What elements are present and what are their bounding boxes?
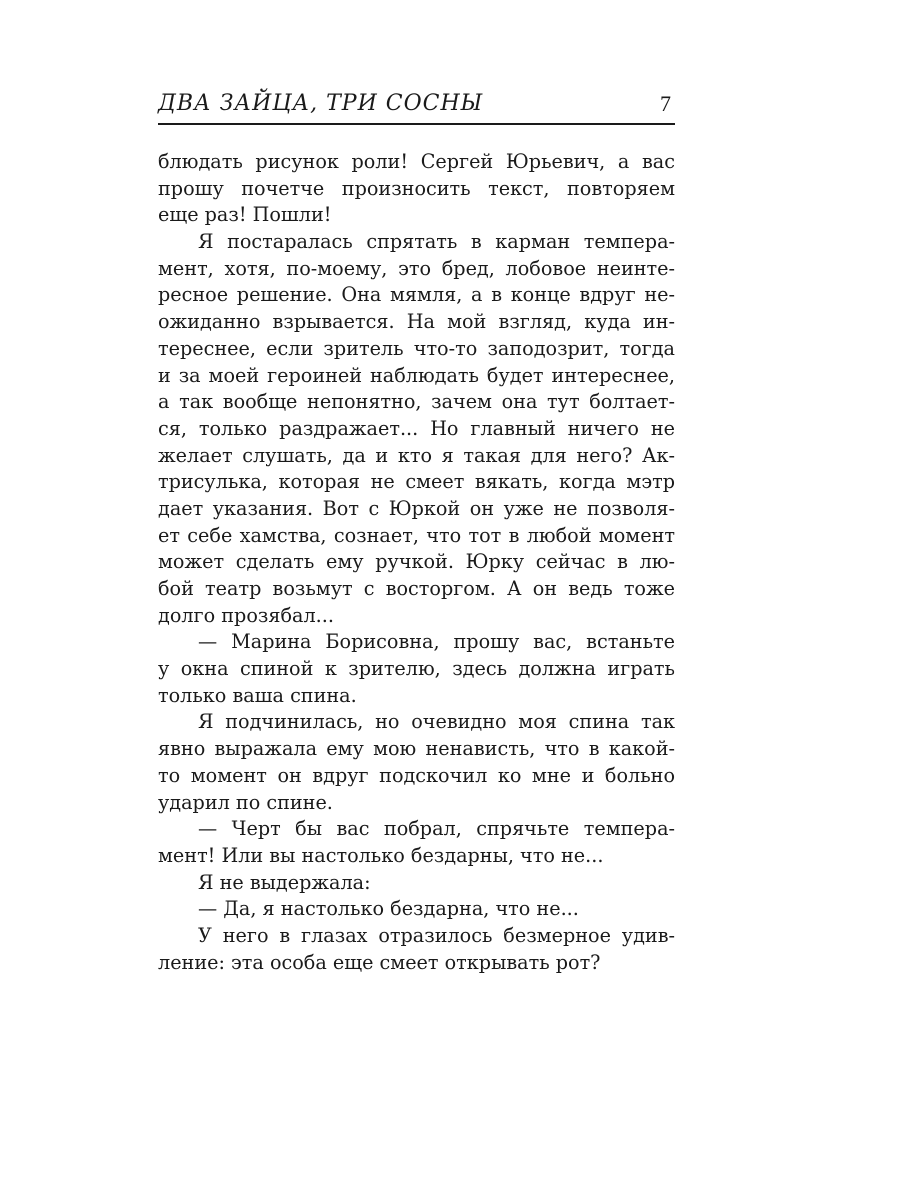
text-line: Я постаралась спрятать в карман темпера- xyxy=(198,230,675,254)
text-line: ление: эта особа еще смеет открывать рот? xyxy=(158,950,601,974)
page-number: 7 xyxy=(660,91,671,116)
text-line: долго прозябал... xyxy=(158,603,334,627)
running-header xyxy=(158,85,675,125)
text-line: Я подчинилась, но очевидно моя спина так xyxy=(198,710,675,734)
text-line: у окна спиной к зрителю, здесь должна играть xyxy=(158,657,675,681)
text-line: мент, хотя, по-моему, это бред, лобовое неинте- xyxy=(158,256,675,280)
text-line: ся, только раздражает... Но главный ничего не xyxy=(158,416,675,440)
text-line: может сделать ему ручкой. Юрку сейчас в лю- xyxy=(158,550,675,574)
text-line: еще раз! Пошли! xyxy=(158,203,332,227)
book-page xyxy=(158,85,675,976)
text-line: У него в глазах отразилось безмерное удив- xyxy=(198,923,675,947)
text-line: ударил по спине. xyxy=(158,790,333,814)
text-line: желает слушать, да и кто я такая для него? Ак- xyxy=(158,443,675,467)
text-line: ет себе хамства, сознает, что тот в любой момент xyxy=(158,523,675,547)
text-line: Я не выдержала: xyxy=(198,870,371,894)
text-line: ожиданно взрывается. На мой взгляд, куда ин- xyxy=(158,310,675,334)
text-line: явно выражала ему мою ненависть, что в какой- xyxy=(158,737,675,761)
text-line: а так вообще непонятно, зачем она тут болтает- xyxy=(158,390,675,414)
text-line: только ваша спина. xyxy=(158,683,357,707)
text-line: ресное решение. Она мямля, а в конце вдруг не- xyxy=(158,283,675,307)
text-line: прошу почетче произносить текст, повторяем xyxy=(158,176,675,200)
text-line: — Да, я настолько бездарна, что не... xyxy=(198,897,579,921)
running-title: ДВА ЗАЙЦА, ТРИ СОСНЫ xyxy=(158,91,484,116)
text-line: то момент он вдруг подскочил ко мне и больно xyxy=(158,763,675,787)
text-line: трисулька, которая не смеет вякать, когда мэтр xyxy=(158,470,675,494)
body-text xyxy=(158,149,675,976)
text-line: тереснее, если зритель что-то заподозрит, тогда xyxy=(158,336,675,360)
text-line: бой театр возьмут с восторгом. А он ведь тоже xyxy=(158,577,675,600)
text-line: дает указания. Вот с Юркой он уже не позволя- xyxy=(158,496,675,520)
text-line: — Черт бы вас побрал, спрячьте темпера- xyxy=(198,817,675,841)
text-line: и за моей героиней наблюдать будет интереснее, xyxy=(158,363,675,387)
text-line: — Марина Борисовна, прошу вас, встаньте xyxy=(198,630,675,654)
text-line: мент! Или вы настолько бездарны, что не... xyxy=(158,843,604,867)
text-line: блюдать рисунок роли! Сергей Юрьевич, а вас xyxy=(158,150,675,173)
